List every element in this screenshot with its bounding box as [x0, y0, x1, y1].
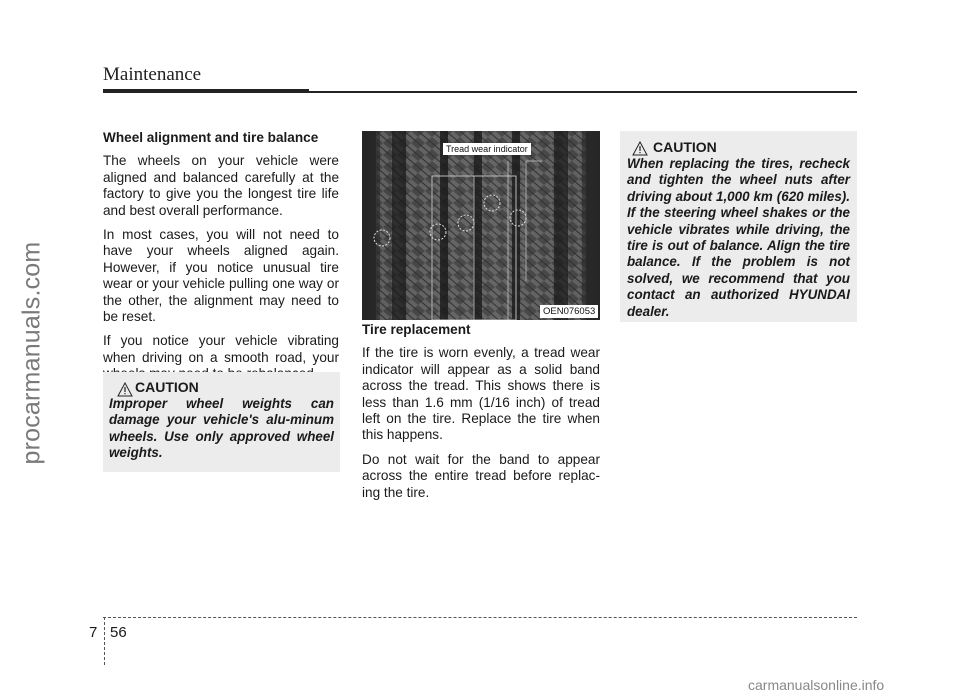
tire-tread-illustration [362, 131, 600, 320]
caution-title: CAUTION [653, 139, 717, 155]
caution-box-wheel-nuts [620, 131, 857, 322]
wheel-alignment-heading: Wheel alignment and tire balance [103, 130, 319, 145]
paragraph: The wheels on your vehicle were aligned and balanced carefully at the factory to give you the longest tire life and best overall performance. [103, 153, 339, 218]
footer-rule [103, 617, 857, 618]
left-column [103, 130, 339, 391]
figure-code: OEN076053 [540, 305, 598, 318]
caution-box-wheel-weights [103, 372, 340, 472]
tread-wear-indicator-callout: Tread wear indicator [443, 143, 531, 155]
warning-triangle-icon [117, 382, 133, 397]
paragraph: If the tire is worn evenly, a tread wear indicator will appear as a solid band across the tread. This shows there is less than 1.6 mm (1/16 inch) of tread left on the tire. Replace the tire when this happens. [362, 345, 600, 443]
page-number: 56 [110, 624, 127, 641]
tire-tread-figure [362, 131, 600, 320]
bottom-watermark: carmanualsonline.info [748, 677, 885, 693]
section-header: Maintenance [103, 64, 202, 85]
paragraph: Do not wait for the band to appear across the entire tread before replac-ing the tire. [362, 451, 600, 500]
side-watermark: procarmanuals.com [17, 241, 46, 465]
tire-replacement-heading: Tire replacement [362, 322, 471, 337]
middle-column [362, 322, 600, 509]
paragraph: In most cases, you will not need to have your wheels aligned again. However, if you notice unusual tire wear or your vehicle pulling one way or the other, the alignment may need to be reset. [103, 227, 339, 325]
chapter-number: 7 [89, 624, 98, 641]
caution-text: When replacing the tires, recheck and tighten the wheel nuts after driving about 1,000 km (620 miles). If the steering wheel shakes or the vehicle vibrates while driving, the tire is out of balance. Align the tire balance. If the problem is not solved, we recommend that you contact an authorized HYUNDAI dealer. [627, 156, 850, 319]
caution-text: Improper wheel weights can damage your vehicle's alu-minum wheels. Use only approved wheel weights. [109, 396, 334, 461]
header-rule-thin [309, 91, 857, 93]
paragraph: If you notice your vehicle vibrating when driving on a smooth road, your [103, 333, 339, 365]
warning-triangle-icon [632, 141, 648, 156]
header-rule-thick [103, 89, 309, 93]
caution-title: CAUTION [135, 379, 199, 395]
footer-divider [104, 617, 105, 665]
